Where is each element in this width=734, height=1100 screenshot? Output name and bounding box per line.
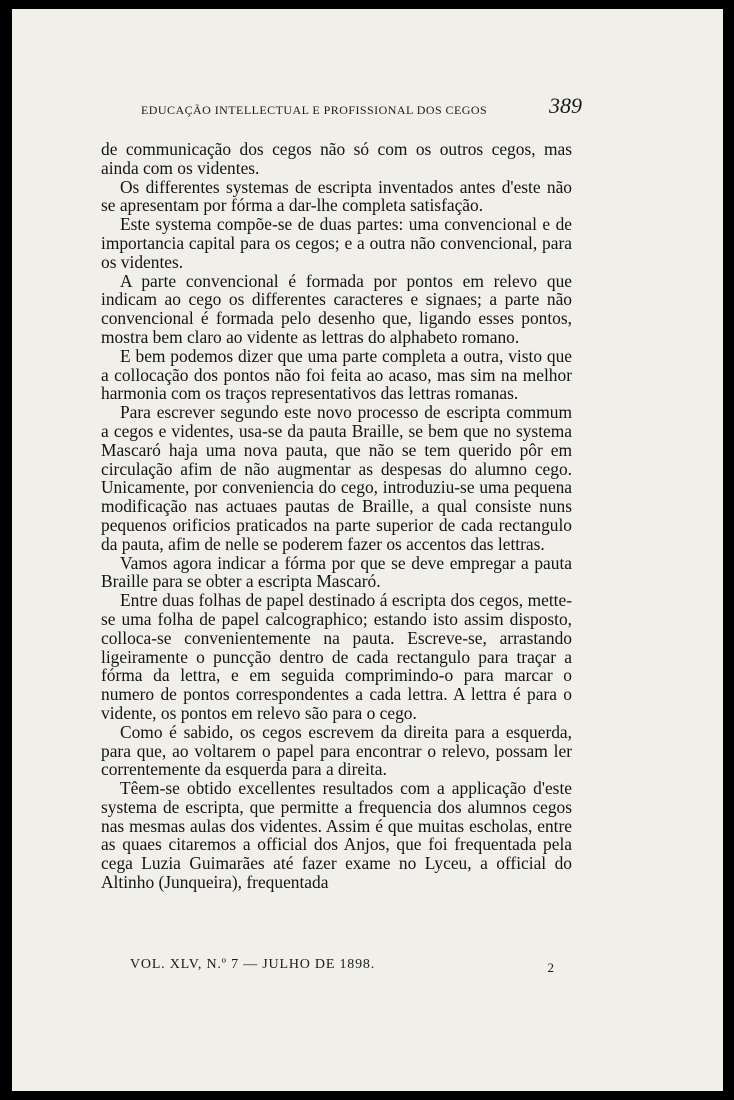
paragraph: Como é sabido, os cegos escrevem da direita para a esquerda, para que, ao voltarem o papel para encontrar o relevo, possam ler correntemente da esquerda para a direita. — [101, 721, 572, 780]
paragraph: Os differentes systemas de escripta inventados antes d'este não se apresentam por fórma a dar-lhe completa satisfação. — [101, 176, 572, 216]
paragraph: de communicação dos cegos não só com os outros cegos, mas ainda com os videntes. — [101, 139, 572, 178]
paragraph: Têem-se obtido excellentes resultados com a applicação d'este systema de escripta, que permitte a frequencia dos alumnos cegos nas mesmas aulas dos videntes. Assim é que muitas escholas, entre as quaes citaremos a official dos Anjos, que foi frequentada pela cega Luzia Guimarães até fazer exame no Lyceu, a official do Altinho (Junqueira), frequentada — [101, 778, 572, 893]
paragraph: E bem podemos dizer que uma parte completa a outra, visto que a collocação dos pontos não foi feita ao acaso, mas sim na melhor harmonia com os traços representativos das lettras romanas. — [101, 345, 572, 404]
paragraph: Entre duas folhas de papel destinado á escripta dos cegos, mette-se uma folha de papel calcographico; estando isto assim disposto, colloca-se convenientemente na pauta. Escreve-se, arrastando ligeiramente o puncção dentro de cada rectangulo para traçar a fórma da lettra, e em seguida comprimindo-o para marcar o numero de pontos correspondentes a cada lettra. A lettra é para o vidente, os pontos em relevo são para o cego. — [101, 590, 572, 723]
volume-signature: VOL. XLV, N.º 7 — JULHO DE 1898. — [130, 957, 375, 972]
paragraph: A parte convencional é formada por pontos em relevo que indicam ao cego os differentes caracteres e signaes; a parte não convencional é formada pelo desenho que, ligando esses pontos, mostra bem claro ao vidente as lettras do alphabeto romano. — [101, 270, 572, 347]
page-footer — [130, 957, 554, 979]
paragraph: Vamos agora indicar a fórma por que se deve empregar a pauta Braille para se obter a escripta Mascaró. — [101, 552, 572, 592]
paragraph: Para escrever segundo este novo processo de escripta commum a cegos e videntes, usa-se da pauta Braille, se bem que no systema Mascaró haja uma nova pauta, que não se tem querido pôr em circulação afim de não augmentar as despesas do alumno cego. Unicamente, por conveniencia do cego, introduziu-se uma pequena modificação nas actuaes pautas de Braille, a qual consiste nuns pequenos orificios praticados na parte superior de cada rectangulo da pauta, afim de nelle se poderem fazer os accentos das lettras. — [101, 402, 572, 554]
sheet-number: 2 — [547, 960, 554, 975]
paragraph: Este systema compõe-se de duas partes: uma convencional e de importancia capital para os cegos; e a outra não convencional, para os videntes. — [101, 214, 572, 272]
book-page — [12, 9, 723, 1091]
running-header — [141, 93, 582, 123]
body-text — [101, 140, 572, 892]
page-number: 389 — [549, 93, 582, 118]
running-title: EDUCAÇÃO INTELLECTUAL E PROFISSIONAL DOS CEGOS — [141, 103, 488, 117]
